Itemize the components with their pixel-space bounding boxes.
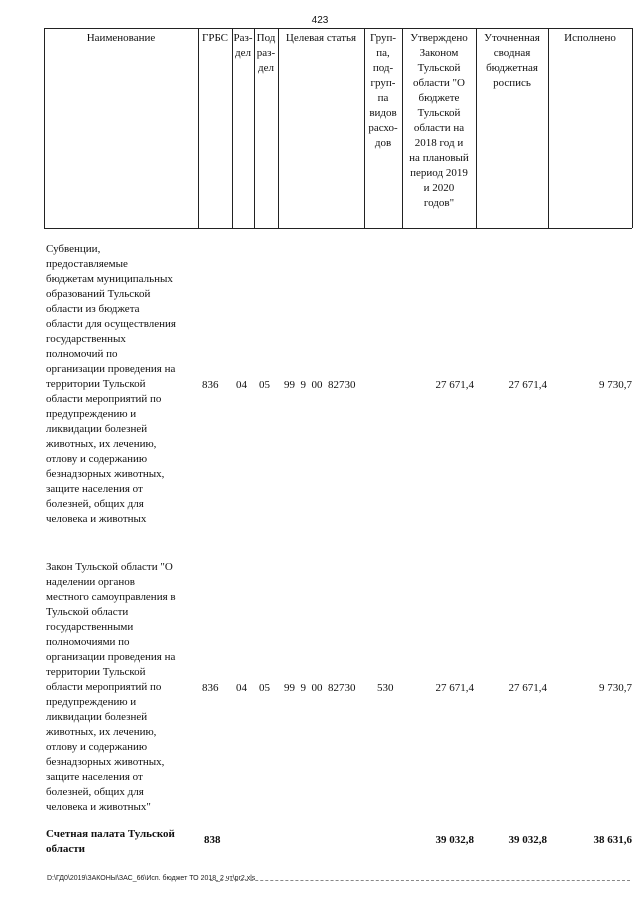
row-refined: 27 671,4	[508, 379, 547, 391]
row-target: 99 9 00 82730	[284, 682, 356, 694]
footer-rule	[210, 880, 630, 881]
row-executed: 9 730,7	[599, 682, 632, 694]
column-divider	[198, 28, 199, 228]
column-divider	[278, 28, 279, 228]
header-bottom-border	[44, 228, 632, 229]
header-approved: Утверждено Законом Тульской области "О бюджете Тульской области на 2018 год и на плановый период 2019 и 2020 годов"	[409, 32, 469, 209]
header-razdel: Раз- дел	[233, 32, 253, 59]
row-executed: 9 730,7	[599, 379, 632, 391]
row-target: 99 9 00 82730	[284, 379, 356, 391]
row-name: Счетная палата Тульской области	[46, 828, 175, 855]
row-razdel: 04	[236, 682, 247, 694]
header-name: Наименование	[86, 32, 156, 44]
header-top-border	[44, 28, 632, 29]
row-grbs: 836	[202, 379, 219, 391]
row-approved: 27 671,4	[435, 682, 474, 694]
row-executed: 38 631,6	[593, 834, 632, 846]
page-number: 423	[311, 15, 329, 26]
column-divider	[548, 28, 549, 228]
column-divider	[632, 28, 633, 228]
table-header	[44, 28, 632, 228]
row-name: Субвенции, предоставляемые бюджетам муниципальных образований Тульской области из бюджета области для осуществления государственных полномочий по организации проведения на территории Тульской области мероприятий по предупреждению и ликвидации болезней животных, их лечению, отлову и содержанию безнадзорных животных, защите населения от болезней, общих для человека и животных	[46, 243, 176, 525]
header-executed: Исполнено	[564, 32, 616, 44]
row-name: Закон Тульской области "О наделении органов местного самоуправления в Тульской области государственными полномочиями по организации проведения на территории Тульской области мероприятий по предупреждению и ликвидации болезней животных, их лечению, отлову и содержанию безнадзорных животных, защите населения от болезней, общих для человека и животных"	[46, 561, 176, 813]
column-divider	[44, 28, 45, 228]
row-approved: 27 671,4	[435, 379, 474, 391]
header-grbs: ГРБС	[201, 32, 229, 44]
row-approved: 39 032,8	[435, 834, 474, 846]
table-row	[44, 560, 632, 820]
table-row	[44, 242, 632, 532]
footer-file-path: D:\ГД0\2019\ЗАКОНЫ\ЗАС_66\Исп. бюджет ТО 2018_2 чт\pr2.xls	[47, 875, 256, 882]
row-podrazdel: 05	[259, 682, 270, 694]
header-group: Груп- па, под- груп- па видов расхо- дов	[368, 32, 398, 149]
row-group: 530	[377, 682, 394, 694]
header-refined: Уточненная сводная бюджетная роспись	[484, 32, 540, 89]
row-grbs: 836	[202, 682, 219, 694]
table-row	[44, 827, 632, 861]
row-podrazdel: 05	[259, 379, 270, 391]
header-podrazdel: Под раз- дел	[256, 32, 276, 74]
row-grbs: 838	[204, 834, 221, 846]
header-target: Целевая статья	[285, 32, 357, 44]
row-refined: 27 671,4	[508, 682, 547, 694]
row-refined: 39 032,8	[508, 834, 547, 846]
row-razdel: 04	[236, 379, 247, 391]
